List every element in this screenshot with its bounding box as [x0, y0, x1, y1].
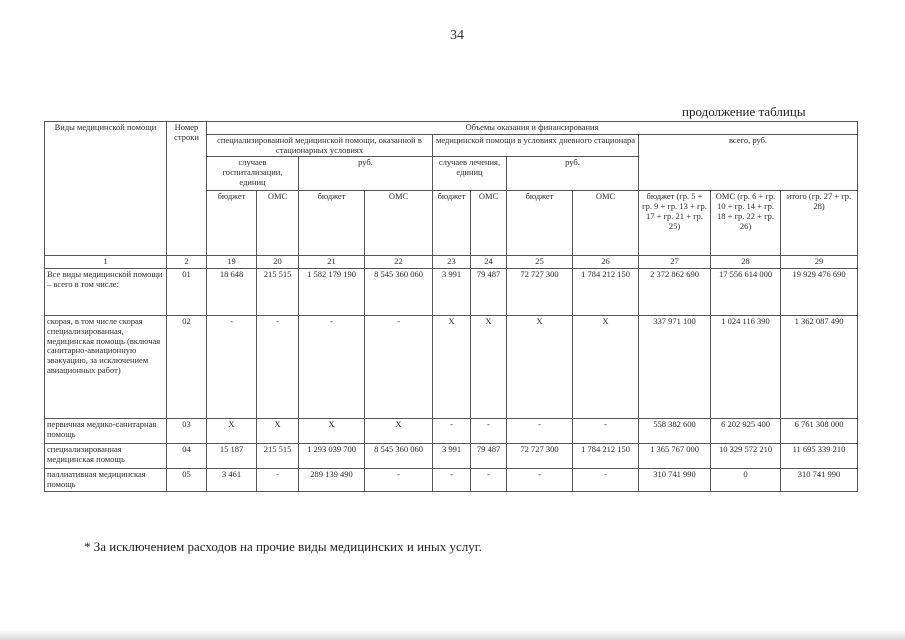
scan-edge: [0, 630, 905, 640]
header-oms: ОМС: [365, 191, 433, 256]
row-name: скорая, в том числе скорая специализированная, медицинская помощь (включая санитарно-авиационную эвакуацию, за исключением авиационных работ): [45, 316, 167, 419]
header-budget: бюджет: [507, 191, 573, 256]
column-number: 27: [639, 256, 711, 269]
column-number: 28: [711, 256, 781, 269]
column-number: 23: [433, 256, 471, 269]
table-cell: 1 582 179 190: [299, 269, 365, 316]
table-cell: -: [573, 419, 639, 444]
table-cell: 3 991: [433, 269, 471, 316]
table-cell: -: [507, 469, 573, 492]
column-number: 25: [507, 256, 573, 269]
header-total-sum: итого (гр. 27 + гр. 28): [781, 191, 858, 256]
table-cell: 8 545 360 060: [365, 444, 433, 469]
header-row-number: Номер строки: [167, 122, 207, 256]
table-cell: -: [257, 316, 299, 419]
table-cell: -: [433, 419, 471, 444]
column-number: 26: [573, 256, 639, 269]
table-cell: X: [433, 316, 471, 419]
column-number: 1: [45, 256, 167, 269]
table-cell: -: [365, 316, 433, 419]
column-number-row: [45, 256, 858, 269]
row-name: специализированная медицинская помощь: [45, 444, 167, 469]
table-cell: 79 487: [471, 269, 507, 316]
table-cell: -: [573, 469, 639, 492]
column-number: 24: [471, 256, 507, 269]
table-cell: X: [207, 419, 257, 444]
table-cell: X: [365, 419, 433, 444]
header-hosp-cases: случаев госпитализации, единиц: [207, 157, 299, 191]
table-cell: 6 761 308 000: [781, 419, 858, 444]
table-cell: 215 515: [257, 269, 299, 316]
table-cell: -: [507, 419, 573, 444]
table-cell: -: [365, 469, 433, 492]
header-treat-cases: случаев лечения, единиц: [433, 157, 507, 191]
column-number: 19: [207, 256, 257, 269]
table-cell: -: [257, 469, 299, 492]
column-number: 29: [781, 256, 858, 269]
table-cell: X: [299, 419, 365, 444]
header-inpatient-rub: руб.: [299, 157, 433, 191]
table-cell: 558 382 600: [639, 419, 711, 444]
table-cell: 15 187: [207, 444, 257, 469]
footnote: * За исключением расходов на прочие виды медицинских и иных услуг.: [84, 539, 482, 554]
table-cell: -: [433, 469, 471, 492]
table-cell: 10 329 572 210: [711, 444, 781, 469]
financing-table: [44, 121, 858, 492]
table-cell: 02: [167, 316, 207, 419]
header-budget: бюджет: [299, 191, 365, 256]
table-cell: 1 293 039 700: [299, 444, 365, 469]
header-budget: бюджет: [207, 191, 257, 256]
column-number: 20: [257, 256, 299, 269]
table-cell: 19 929 476 690: [781, 269, 858, 316]
table-cell: 3 461: [207, 469, 257, 492]
table-cell: 1 784 212 150: [573, 444, 639, 469]
header-oms: ОМС: [573, 191, 639, 256]
row-name: паллиативная медицинская помощь: [45, 469, 167, 492]
table-cell: 337 971 100: [639, 316, 711, 419]
table-cell: 04: [167, 444, 207, 469]
table-cell: 289 139 490: [299, 469, 365, 492]
table-row: [45, 444, 858, 469]
table-cell: 310 741 990: [639, 469, 711, 492]
table-cell: 310 741 990: [781, 469, 858, 492]
table-row: [45, 269, 858, 316]
table-cell: 3 991: [433, 444, 471, 469]
header-types: Виды медицинской помощи: [45, 122, 167, 256]
column-number: 2: [167, 256, 207, 269]
table-cell: 17 556 614 000: [711, 269, 781, 316]
table-row: [45, 419, 858, 444]
header-total-rub: всего, руб.: [639, 134, 858, 191]
header-oms-sum: ОМС (гр. 6 + гр. 10 + гр. 14 + гр. 18 + гр. 22 + гр. 26): [711, 191, 781, 256]
row-name: первичная медико-санитарная помощь: [45, 419, 167, 444]
table-cell: 1 362 087 490: [781, 316, 858, 419]
table-cell: 0: [711, 469, 781, 492]
header-budget: бюджет: [433, 191, 471, 256]
table-cell: -: [299, 316, 365, 419]
table-cell: 1 784 212 150: [573, 269, 639, 316]
header-budget-sum: бюджет (гр. 5 + гр. 9 + гр. 13 + гр. 17 + гр. 21 + гр. 25): [639, 191, 711, 256]
table-cell: X: [257, 419, 299, 444]
row-name: Все виды медицинской помощи – всего в том числе:: [45, 269, 167, 316]
header-oms: ОМС: [471, 191, 507, 256]
table-row: [45, 316, 858, 419]
table-cell: 8 545 360 060: [365, 269, 433, 316]
table-cell: 01: [167, 269, 207, 316]
column-number: 22: [365, 256, 433, 269]
financing-table-container: [44, 121, 857, 520]
table-cell: 11 695 339 210: [781, 444, 858, 469]
table-cell: X: [507, 316, 573, 419]
table-cell: 6 202 925 400: [711, 419, 781, 444]
table-cell: 03: [167, 419, 207, 444]
header-volumes: Объемы оказания и финансирования: [207, 122, 858, 135]
table-cell: 72 727 300: [507, 269, 573, 316]
table-cell: 1 024 116 390: [711, 316, 781, 419]
table-cell: 72 727 300: [507, 444, 573, 469]
table-row: [45, 469, 858, 492]
table-cell: X: [573, 316, 639, 419]
page-number: 34: [450, 28, 464, 43]
continuation-label: продолжение таблицы: [682, 104, 806, 119]
table-cell: 2 372 862 690: [639, 269, 711, 316]
table-cell: X: [471, 316, 507, 419]
table-cell: 79 487: [471, 444, 507, 469]
header-day-rub: руб.: [507, 157, 639, 191]
table-cell: -: [471, 469, 507, 492]
table-cell: 215 515: [257, 444, 299, 469]
header-day-hospital: медицинской помощи в условиях дневного стационара: [433, 134, 639, 157]
table-cell: 18 648: [207, 269, 257, 316]
column-number: 21: [299, 256, 365, 269]
table-cell: -: [207, 316, 257, 419]
table-cell: 1 365 767 000: [639, 444, 711, 469]
table-cell: 05: [167, 469, 207, 492]
table-cell: -: [471, 419, 507, 444]
header-inpatient: специализированной медицинской помощи, оказанной в стационарных условиях: [207, 134, 433, 157]
header-oms: ОМС: [257, 191, 299, 256]
